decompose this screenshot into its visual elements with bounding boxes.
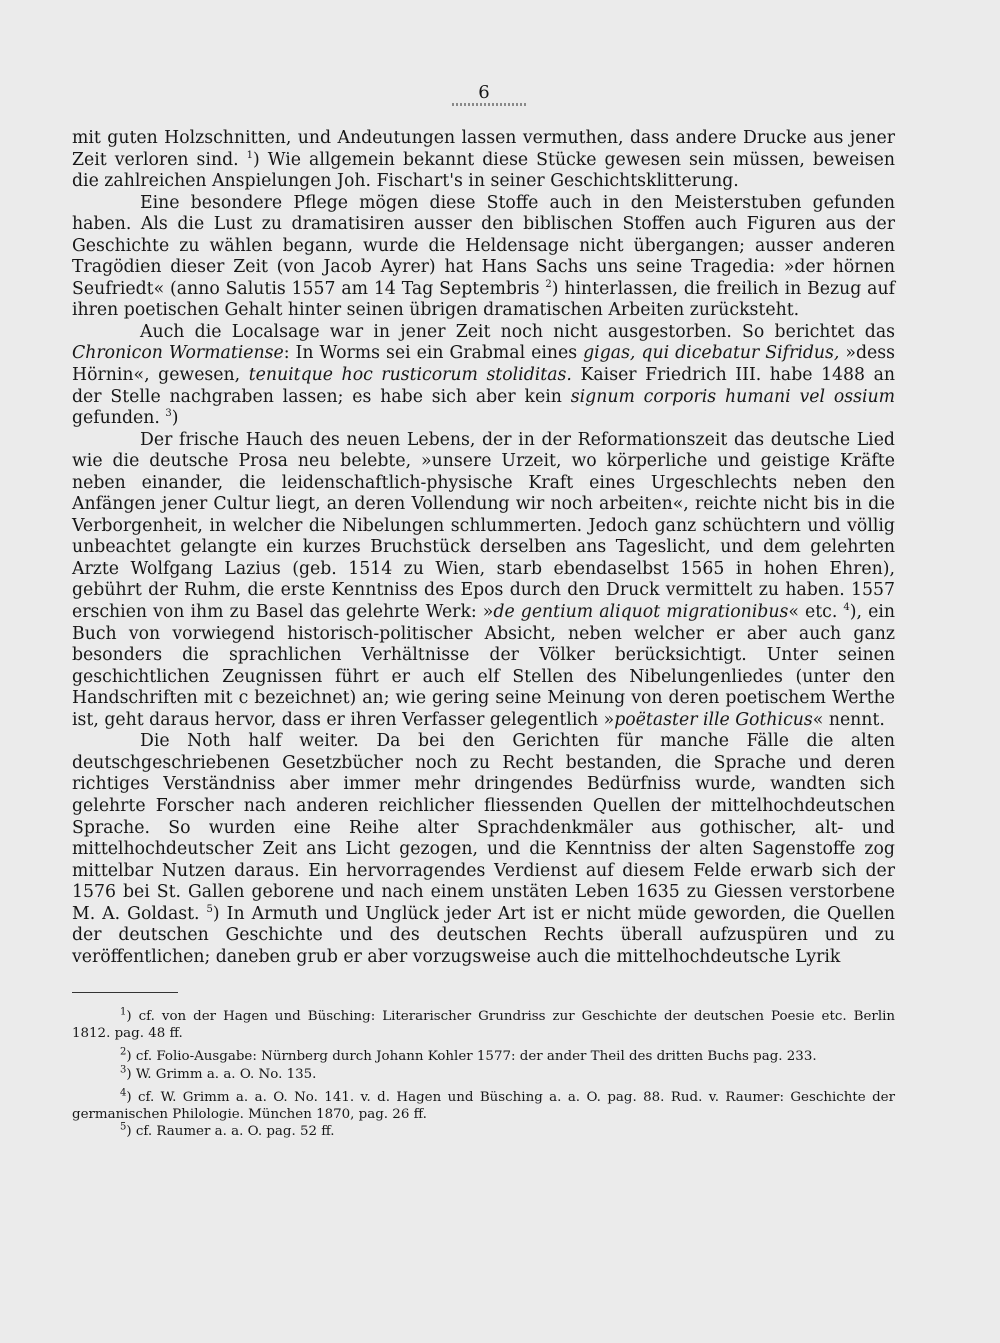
- italic-text: de gentium aliquot migrationibus: [493, 602, 789, 623]
- footnote: $^2$) cf. Folio-Ausgabe: Nürnberg durch Johann Kohler 1577: der ander Theil des dritten Buchs pag. 233.: [120, 1046, 817, 1065]
- footnote: $^1$) cf. von der Hagen und Büsching: Literarischer Grundriss zur Geschichte der deutschen Poesie etc. Berlin 1812. pag. 48 ff.: [72, 1006, 896, 1042]
- footnotes: [72, 1008, 895, 1140]
- text-run: ): [171, 408, 179, 429]
- text-run: ), ein Buch von vorwiegend historisch-politischer Absicht, neben welcher er aber auch ganz besonders die sprachlichen Verhältnisse der Völker berücksichtigt. Unter seinen geschichtlichen Zeugnissen führt er auch elf Stellen des Nibelungenliedes (unter den Handschriften mit c bezeichnet) an; wie gering seine Meinung von deren poetischem Werthe ist, geht daraus hervor, dass er ihren Verfasser gelegentlich »: [72, 602, 895, 730]
- paragraph: [72, 430, 895, 732]
- paragraph: [72, 322, 895, 430]
- text-run: »dess Hörnin«, gewesen,: [72, 343, 896, 386]
- footnote-marker: 1: [120, 1006, 127, 1018]
- footnote-reference: 1: [246, 149, 254, 161]
- text-run: Die Noth half weiter. Da bei den Gerichten für manche Fälle die alten deutschgeschriebenen Gesetzbücher noch zu Recht bestanden, die Sprache und deren richtiges Verständniss aber immer mehr dringendes Bedürfniss wurde, wandten sich gelehrte Forscher nach anderen reichlicher fliessenden Quellen der mittelhochdeutschen Sprache. So wurden eine Reihe alter Sprachdenkmäler aus gothischer, alt- und mittelhochdeutscher Zeit ans Licht gezogen, und die Kenntniss der alten Sagenstoffe zog mittelbar Nutzen daraus. Ein hervorragendes Verdienst auf diesem Felde erwarb sich der 1576 bei St. Gallen geborene und nach einem unstäten Leben 1635 zu Giessen verstorbene M. A. Goldast.: [72, 731, 895, 924]
- text-run: « etc.: [788, 602, 844, 623]
- page-number: 6: [478, 82, 490, 103]
- footnote-marker: 2: [120, 1046, 127, 1058]
- text-run: : In Worms sei ein Grabmal eines: [283, 343, 584, 364]
- text-run: mit guten Holzschnitten, und Andeutungen lassen vermuthen, dass andere Drucke aus jener Zeit verloren sind.: [72, 128, 895, 170]
- text-run: ) hinterlassen, die freilich in Bezug auf ihren poetischen Gehalt hinter seinen übrigen dramatischen Arbeiten zurücksteht.: [72, 278, 895, 321]
- footnote: $^3$) W. Grimm a. a. O. No. 135.: [120, 1064, 317, 1082]
- footnote-marker: 5: [120, 1121, 127, 1133]
- text-run: « nennt.: [812, 709, 885, 730]
- text-run: Eine besondere Pflege mögen diese Stoffe auch in den Meisterstuben gefunden haben. Als die Lust zu dramatisiren ausser den biblischen Stoffen auch Figuren aus der Geschichte zu wählen begann, wurde die Heldensage nicht übergangen; ausser anderen Tragödien dieser Zeit (von Jacob Ayrer) hat Hans Sachs uns seine Tragedia: »der hörnen Seufriedt« (anno Salutis 1557 am 14 Tag Septembris: [72, 192, 895, 299]
- footnote-reference: 5: [206, 903, 213, 915]
- footnote: $^5$) cf. Raumer a. a. O. pag. 52 ff.: [120, 1121, 335, 1140]
- italic-text: tenuitque hoc rusticorum stoliditas.: [248, 365, 572, 386]
- footnote-text: cf. W. Grimm a. a. O. No. 141. v. d. Hagen und Büsching a. a. O. pag. 88. Rud. v. Raumer: Geschichte der germanischen Philologie. München 1870, pag. 26 ff.: [72, 1089, 896, 1123]
- paragraph: [72, 731, 895, 968]
- paragraph: [72, 128, 895, 193]
- text-run: ) In Armuth und Unglück jeder Art ist er nicht müde geworden, die Quellen der deutschen Geschichte und des deutschen Rechts überall aufzuspüren und zu veröffentlichen; daneben grub er aber vorzugsweise auch die mittelhochdeutsche Lyrik: [72, 903, 895, 967]
- main-text: [72, 128, 895, 968]
- footnote-divider: [72, 992, 178, 993]
- italic-text: poëtaster ille Gothicus: [614, 709, 813, 730]
- footnote-reference: 3: [165, 408, 172, 420]
- header-ornament: [452, 103, 526, 106]
- paragraph: [72, 193, 895, 322]
- text-run: Kaiser Friedrich III. habe 1488 an der Stelle nachgraben lassen; es habe sich aber kein: [72, 365, 896, 407]
- italic-text: Chronicon Wormatiense: [72, 343, 284, 364]
- text-run: ) Wie allgemein bekannt diese Stücke gewesen sein müssen, beweisen die zahlreichen Anspielungen Joh. Fischart's in seiner Geschichtsklitterung.: [72, 149, 895, 192]
- footnote-text: cf. von der Hagen und Büsching: Literarischer Grundriss zur Geschichte der deutschen Poesie etc. Berlin 1812. pag. 48 ff.: [72, 1009, 896, 1042]
- footnote-text: W. Grimm a. a. O. No. 135.: [135, 1066, 317, 1082]
- text-run: Auch die Localsage war in jener Zeit noch nicht ausgestorben. So berichtet das: [140, 321, 895, 342]
- text-run: gefunden.: [72, 408, 166, 429]
- footnote-reference: 4: [843, 602, 850, 614]
- italic-text: signum corporis humani vel ossium: [570, 386, 895, 407]
- footnote-text: cf. Raumer a. a. O. pag. 52 ff.: [135, 1124, 335, 1140]
- footnote-reference: 2: [545, 279, 552, 291]
- footnote: $^4$) cf. W. Grimm a. a. O. No. 141. v. d. Hagen und Büsching a. a. O. pag. 88. Rud. v. Raumer: Geschichte der germanischen Philologie. München 1870, pag. 26 ff.: [72, 1087, 896, 1123]
- footnote-text: cf. Folio-Ausgabe: Nürnberg durch Johann Kohler 1577: der ander Theil des dritten Buchs pag. 233.: [135, 1049, 817, 1065]
- footnote-marker: 4: [120, 1087, 127, 1099]
- footnote-marker: 3: [120, 1064, 127, 1076]
- text-run: Der frische Hauch des neuen Lebens, der in der Reformationszeit das deutsche Lied wie die deutsche Prosa neu belebte, »unsere Urzeit, wo körperliche und geistige Kräfte neben einander, die leidenschaftlich-physische Kraft eines Urgeschlechts neben den Anfängen jener Cultur liegt, an deren Vollendung wir noch arbeiten«, reichte nicht bis in die Verborgenheit, in welcher die Nibelungen schlummerten. Jedoch ganz schüchtern und völlig unbeachtet gelangte ein kurzes Bruchstück derselben ans Tageslicht, und dem gelehrten Arzte Wolfgang Lazius (geb. 1514 zu Wien, starb ebendaselbst 1565 in hohen Ehren), gebührt der Ruhm, die erste Kenntniss des Epos durch den Druck vermittelt zu haben. 1557 erschien von ihm zu Basel das gelehrte Werk: »: [72, 429, 895, 623]
- italic-text: gigas, qui dicebatur Sifridus,: [583, 343, 840, 364]
